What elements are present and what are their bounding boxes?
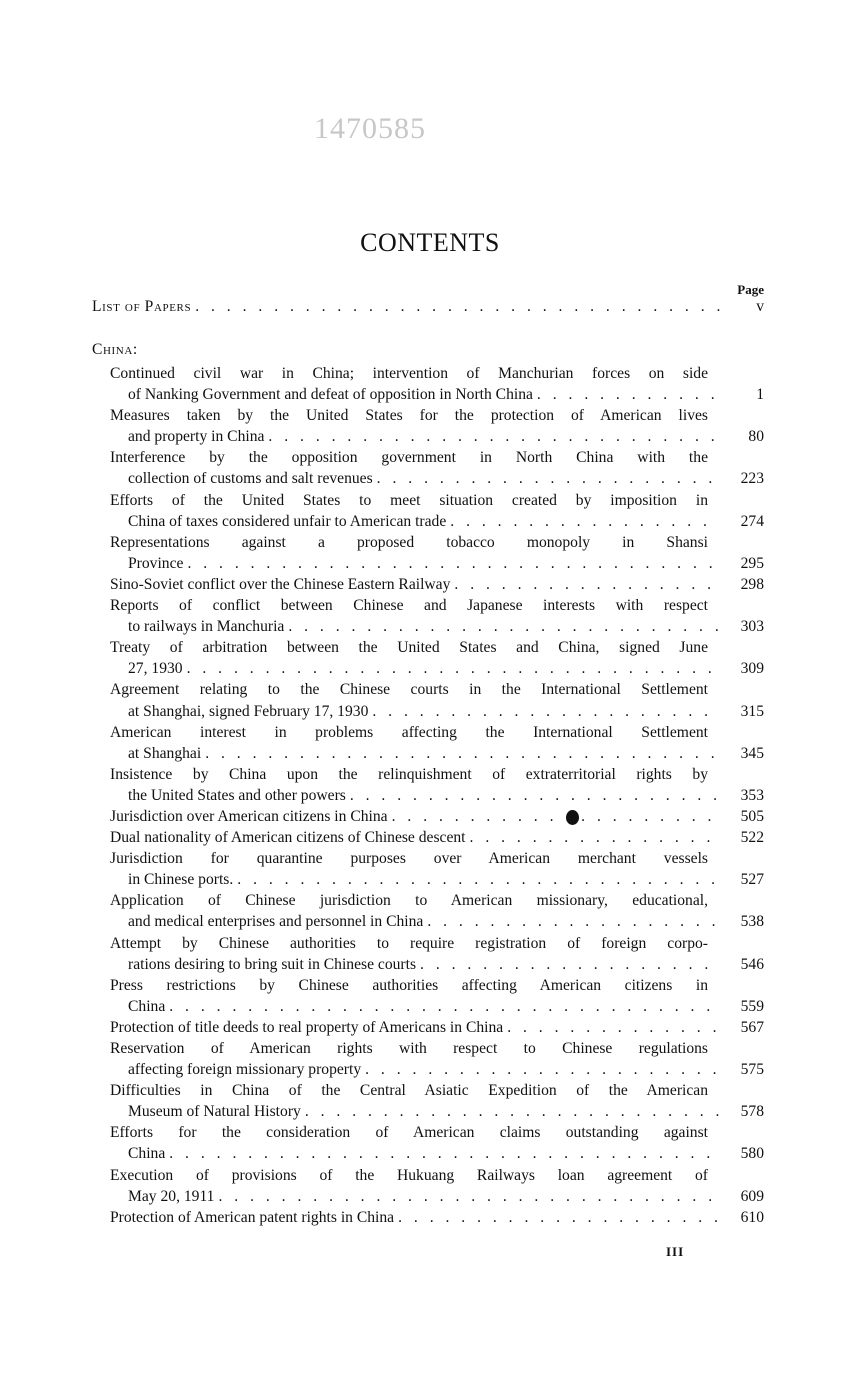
toc-entry-text: Interference by the opposition government in North China with the [110,449,708,467]
toc-entry-text: American interest in problems affecting the International Settlement [110,723,708,741]
toc-list [110,363,764,1228]
toc-entry-text: Execution of provisions of the Hukuang Railways loan agreement of [110,1166,708,1184]
toc-entry-page: 610 [740,1208,764,1226]
toc-entry-text: Sino-Soviet conflict over the Chinese Eastern Railway [110,575,451,593]
toc-entry-text: collection of customs and salt revenues [128,470,373,488]
toc-entry-text: Continued civil war in China; intervention of Manchurian forces on side [110,365,708,382]
toc-entry-text: China [128,1145,166,1163]
toc-entry-text: Protection of American patent rights in China [110,1208,395,1226]
toc-entry[interactable] [110,827,764,848]
toc-entry-text: Agreement relating to the Chinese courts in the International Settlement [110,681,708,699]
toc-entry-page: 527 [740,871,764,889]
toc-entry[interactable] [110,806,764,827]
toc-entry[interactable] [110,890,764,932]
toc-entry-page: 315 [740,702,764,720]
page-title: CONTENTS [360,228,500,257]
toc-entry-text: at Shanghai, signed February 17, 1930 [128,702,369,720]
dot-leader [450,511,720,532]
toc-entry[interactable] [110,595,764,637]
toc-entry[interactable] [110,405,764,447]
dot-leader [427,911,720,932]
page-folio: III [666,1244,685,1259]
list-of-papers-entry[interactable] [92,298,764,316]
toc-entry-text: and medical enterprises and personnel in China [128,913,424,931]
dot-leader [420,954,720,975]
dot-leader [169,1143,720,1164]
dot-leader [305,1101,720,1122]
toc-entry-page: 505 [740,807,764,825]
toc-entry[interactable] [110,1017,764,1038]
toc-entry[interactable] [110,679,764,721]
toc-entry-text: Protection of title deeds to real property of Americans in China [110,1018,504,1036]
toc-entry-page: 575 [740,1061,764,1079]
toc-entry-text: 27, 1930 [128,660,183,678]
toc-entry-text: Jurisdiction for quarantine purposes over American merchant vessels [110,850,708,868]
list-of-papers-label: List of Papers [92,298,192,315]
dot-leader [470,827,720,848]
toc-entry-page: 578 [740,1103,764,1121]
toc-entry-text: affecting foreign missionary property [128,1061,362,1079]
dot-leader [365,1059,720,1080]
toc-entry-text: Efforts of the United States to meet situation created by imposition in [110,491,708,509]
toc-entry-page: 223 [740,470,764,488]
toc-entry-text: Jurisdiction over American citizens in China [110,807,388,825]
toc-entry[interactable] [110,722,764,764]
toc-entry-page: 522 [740,829,764,847]
toc-entry[interactable] [110,1207,764,1228]
toc-entry-text: Efforts for the consideration of American claims outstanding against [110,1124,708,1142]
toc-entry[interactable] [110,848,764,890]
toc-entry-text: the United States and other powers [128,786,346,804]
section-heading-china: China: [92,341,138,358]
toc-entry-text: Province [128,554,184,572]
toc-entry-page: 345 [740,744,764,762]
dot-leader [398,1207,720,1228]
toc-entry-text: Attempt by Chinese authorities to require registration of foreign corpo- [110,934,708,952]
dot-leader [377,468,720,489]
toc-entry-page: 295 [740,554,764,572]
dot-leader [237,869,720,890]
toc-entry-text: Measures taken by the United States for the protection of American lives [110,407,708,425]
toc-entry[interactable] [110,447,764,489]
toc-entry[interactable] [110,764,764,806]
toc-entry-page: 298 [740,575,764,593]
dot-leader [187,553,720,574]
toc-entry-page: 1 [756,386,764,404]
toc-entry-page: 274 [740,512,764,530]
toc-entry-text: of Nanking Government and defeat of opposition in North China [128,386,533,404]
toc-entry[interactable] [110,1165,764,1207]
toc-entry-text: China [128,997,166,1015]
list-of-papers-page: v [756,298,764,315]
dot-leader [288,616,720,637]
toc-entry[interactable] [110,1038,764,1080]
toc-entry-text: Dual nationality of American citizens of Chinese descent [110,829,466,847]
toc-entry-page: 567 [740,1018,764,1036]
page-column-header: Page [737,282,764,297]
dot-leader [537,384,720,405]
dot-leader [187,658,720,679]
dot-leader [218,1186,720,1207]
toc-entry[interactable] [110,637,764,679]
toc-entry-page: 609 [740,1187,764,1205]
dot-leader [372,701,720,722]
toc-entry-page: 546 [740,955,764,973]
dot-leader [195,298,720,316]
toc-entry-text: Reservation of American rights with respect to Chinese regulations [110,1040,708,1057]
toc-entry-text: Press restrictions by Chinese authorities affecting American citizens in [110,976,708,994]
toc-entry-text: at Shanghai [128,744,202,762]
toc-entry-page: 309 [740,660,764,678]
toc-entry-page: 303 [740,618,764,636]
toc-entry-page: 538 [740,913,764,931]
toc-entry-text: Application of Chinese jurisdiction to American missionary, educational, [110,892,708,910]
toc-entry-text: rations desiring to bring suit in Chinese courts [128,955,417,973]
toc-entry-text: to railways in Manchuria [128,618,285,636]
toc-entry[interactable] [110,1080,764,1122]
toc-entry-text: Insistence by China upon the relinquishment of extraterritorial rights by [110,765,708,783]
toc-entry-text: Treaty of arbitration between the United States and China, signed June [110,639,708,657]
toc-entry-page: 559 [740,997,764,1015]
toc-entry[interactable] [110,532,764,574]
toc-entry-text: and property in China [128,428,265,446]
dot-leader [392,806,720,827]
toc-entry[interactable] [110,490,764,532]
toc-entry-text: May 20, 1911 [128,1187,215,1205]
toc-entry-text: in Chinese ports. [128,871,234,889]
toc-entry-page: 580 [740,1145,764,1163]
toc-entry[interactable] [110,574,764,595]
dot-leader [350,785,720,806]
dot-leader [169,996,720,1017]
toc-entry-text: China of taxes considered unfair to American trade [128,512,447,530]
toc-entry-page: 80 [748,428,764,446]
toc-entry-text: Representations against a proposed tobacco monopoly in Shansi [110,533,708,551]
toc-entry[interactable] [110,933,764,975]
toc-entry-page: 353 [740,786,764,804]
toc-entry[interactable] [110,1122,764,1164]
dot-leader [507,1017,720,1038]
toc-entry-text: Reports of conflict between Chinese and Japanese interests with respect [110,597,708,615]
dot-leader [454,574,720,595]
library-stamp-number: 1470585 [314,112,426,145]
toc-entry-text: Museum of Natural History [128,1103,301,1121]
toc-entry[interactable] [110,363,764,405]
dot-leader [205,743,720,764]
ink-blot [566,810,579,825]
toc-entry-text: Difficulties in China of the Central Asiatic Expedition of the American [110,1082,708,1100]
dot-leader [268,426,720,447]
toc-entry[interactable] [110,975,764,1017]
